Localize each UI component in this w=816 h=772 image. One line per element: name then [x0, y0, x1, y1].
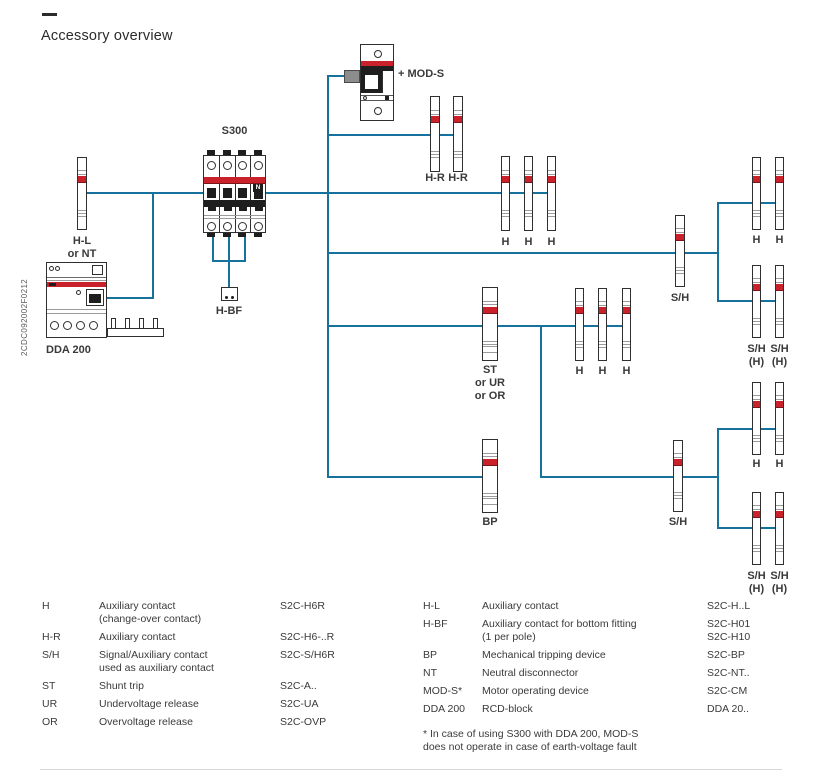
legend-description: Auxiliary contact — [482, 600, 559, 612]
legend-row — [42, 716, 402, 729]
s300-body — [203, 155, 266, 233]
legend-row — [42, 698, 402, 711]
mod-s-connector — [344, 70, 360, 83]
legend-description: Auxiliary contact for bottom fitting (1 per pole) — [482, 618, 637, 643]
legend-term: H-L — [423, 600, 440, 612]
connector-line — [717, 202, 719, 301]
legend-term: MOD-S* — [423, 685, 463, 697]
dda-busbar-tooth — [125, 318, 130, 329]
module-sh — [675, 215, 685, 287]
connector-line — [717, 300, 780, 302]
page-title: Accessory overview — [41, 28, 173, 44]
legend-order-code: S2C-NT.. — [707, 667, 750, 679]
s300-bottom-tab — [254, 233, 262, 237]
dda-toggle — [86, 289, 104, 306]
legend-row — [423, 649, 803, 662]
legend-term: S/H — [42, 649, 60, 661]
legend-order-code: S2C-S/H6R — [280, 649, 335, 661]
module-h — [752, 157, 761, 230]
legend-row — [42, 680, 402, 693]
label-sh: S/H — [668, 516, 688, 528]
legend-term: H-R — [42, 631, 61, 643]
connector-line — [540, 476, 717, 478]
page-bottom-rule — [40, 769, 782, 770]
legend-column-right — [423, 600, 803, 721]
document-code-vertical: 2CDC092002F0212 — [20, 278, 29, 356]
legend-description: Undervoltage release — [99, 698, 199, 710]
label-hr: H-R — [425, 172, 445, 184]
module-sh — [673, 440, 683, 512]
label-h: H — [752, 234, 761, 246]
connector-line — [717, 202, 780, 204]
module-h — [622, 288, 631, 361]
label-h: H — [775, 234, 784, 246]
legend-row — [423, 600, 803, 613]
connector-line — [327, 476, 487, 478]
module-h — [501, 156, 510, 231]
dda-busbar-tooth — [139, 318, 144, 329]
legend-order-code: S2C-H6R — [280, 600, 325, 612]
label-h: H — [575, 365, 584, 377]
module-bp — [482, 439, 498, 513]
legend-term: H — [42, 600, 50, 612]
module-shh — [752, 265, 761, 338]
s300-bottom-tab — [223, 233, 231, 237]
module-h — [575, 288, 584, 361]
legend-description: Neutral disconnector — [482, 667, 579, 679]
legend-row — [423, 703, 803, 716]
connector-line — [87, 192, 551, 194]
label-shh: S/H (H) — [747, 343, 766, 368]
module-shh — [775, 265, 784, 338]
module-h — [775, 157, 784, 230]
legend-term: DDA 200 — [423, 703, 466, 715]
legend-description: Shunt trip — [99, 680, 144, 692]
legend-description: Overvoltage release — [99, 716, 193, 728]
legend-term: H-BF — [423, 618, 448, 630]
device-dda-200 — [46, 260, 171, 360]
legend-term: BP — [423, 649, 438, 661]
legend-order-code: S2C-H6-..R — [280, 631, 335, 643]
connector-line — [717, 527, 780, 529]
legend-order-code: DDA 20.. — [707, 703, 750, 715]
legend-term: ST — [42, 680, 56, 692]
device-mod-s — [344, 44, 464, 124]
label-bp: BP — [482, 516, 498, 528]
s300-handle-bar — [204, 200, 265, 207]
label-st: ST or UR or OR — [474, 364, 506, 402]
label-h: H — [501, 236, 510, 248]
legend-order-code: S2C-UA — [280, 698, 319, 710]
legend-order-code: S2C-OVP — [280, 716, 327, 728]
label-h: H — [598, 365, 607, 377]
module-shh — [752, 492, 761, 565]
legend-order-code: S2C-CM — [707, 685, 748, 697]
s300-red-band — [204, 177, 265, 184]
legend-term: OR — [42, 716, 58, 728]
legend-row — [423, 667, 803, 680]
label-shh: S/H (H) — [770, 343, 789, 368]
module-shh — [775, 492, 784, 565]
legend-order-code: S2C-BP — [707, 649, 745, 661]
label-h: H — [622, 365, 631, 377]
connector-line — [717, 428, 719, 528]
label-h-bf: H-BF — [215, 305, 243, 317]
label-dda-200: DDA 200 — [46, 344, 91, 356]
label-h: H — [775, 458, 784, 470]
s300-bottom-tab — [238, 233, 246, 237]
legend-term: NT — [423, 667, 437, 679]
dda-busbar-tooth — [111, 318, 116, 329]
legend-description: Mechanical tripping device — [482, 649, 606, 661]
legend-order-code: S2C-A.. — [280, 680, 317, 692]
footnote-line: * In case of using S300 with DDA 200, MOD-S — [423, 728, 639, 740]
label-s300: S300 — [221, 125, 248, 137]
label-hr: H-R — [448, 172, 468, 184]
module-h — [524, 156, 533, 231]
legend-order-code: S2C-H01 S2C-H10 — [707, 618, 751, 643]
legend-description: Auxiliary contact — [99, 631, 176, 643]
label-hl: H-L or NT — [67, 235, 97, 260]
device-h-bf — [215, 287, 258, 321]
dda-busbar-tooth — [153, 318, 158, 329]
module-st — [482, 287, 498, 361]
label-sh: S/H — [670, 292, 690, 304]
module-h — [598, 288, 607, 361]
legend-description: Auxiliary contact (change-over contact) — [99, 600, 202, 625]
s300-bottom-tab — [207, 233, 215, 237]
legend-order-code: S2C-H..L — [707, 600, 751, 612]
legend-row — [423, 618, 803, 644]
device-s300 — [203, 125, 266, 241]
footnote-line: does not operate in case of earth-voltage fault — [423, 741, 637, 753]
label-h: H — [752, 458, 761, 470]
connector-line — [717, 428, 780, 430]
label-shh: S/H (H) — [747, 570, 766, 595]
legend-footnote — [423, 728, 638, 754]
legend-description: RCD-block — [482, 703, 533, 715]
connector-line — [228, 260, 230, 288]
mod-s-body — [360, 44, 394, 121]
module-h — [752, 382, 761, 455]
legend-term: UR — [42, 698, 58, 710]
label-h: H — [524, 236, 533, 248]
module-h — [775, 382, 784, 455]
module-h — [547, 156, 556, 231]
label-mod-s: + MOD-S — [398, 68, 445, 80]
label-h: H — [547, 236, 556, 248]
h-bf-body — [221, 287, 238, 301]
label-shh: S/H (H) — [770, 570, 789, 595]
connector-line — [540, 325, 542, 477]
connector-line — [327, 252, 717, 254]
s300-n-box: N — [253, 184, 263, 192]
legend-description: Signal/Auxiliary contact used as auxiliary contact — [99, 649, 214, 674]
legend-row — [423, 685, 803, 698]
legend-description: Motor operating device — [482, 685, 589, 697]
dda-body — [46, 262, 107, 338]
module-hl — [77, 157, 87, 230]
dda-busbar — [107, 328, 164, 337]
legend-row — [42, 600, 402, 626]
legend-row — [42, 649, 402, 675]
legend-column-left — [42, 600, 402, 734]
legend-row — [42, 631, 402, 644]
